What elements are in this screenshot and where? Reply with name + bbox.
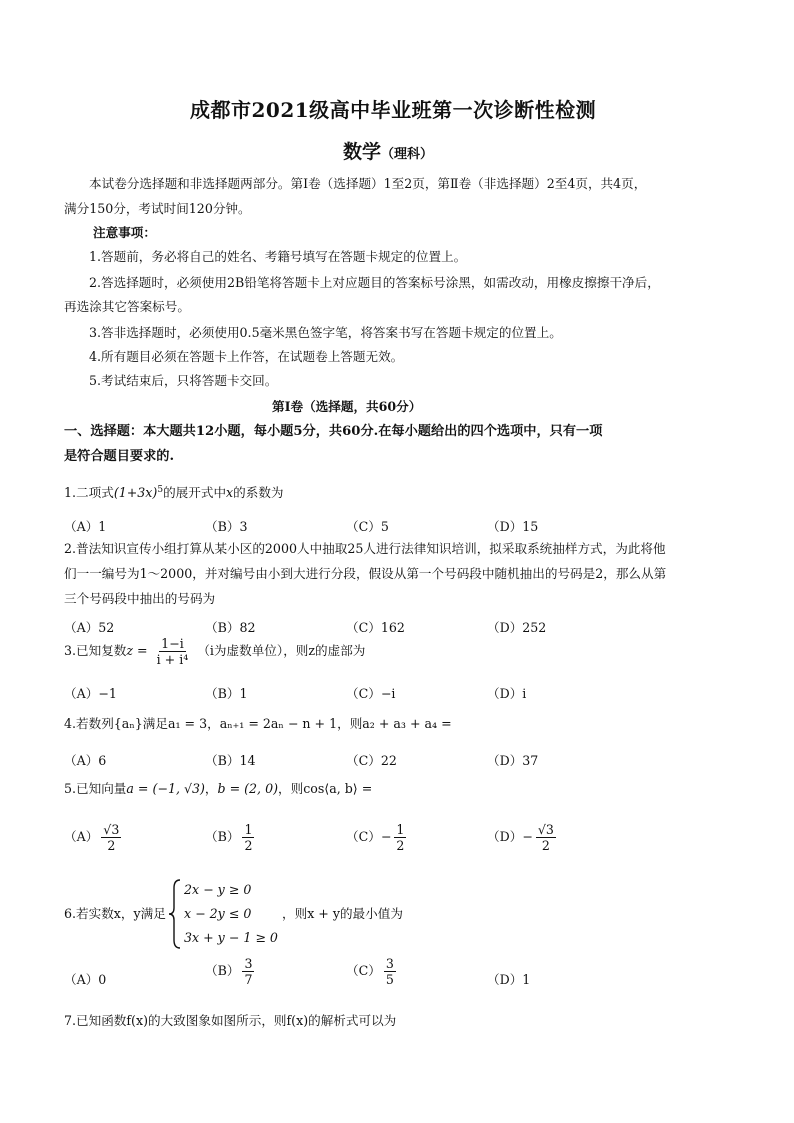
question-1: 1.二项式$(1+3x)^5$的展开式中x的系数为	[64, 485, 284, 501]
question-2-line-3: 三个号码段中抽出的号码为	[64, 591, 216, 606]
notes-heading: 注意事项：	[93, 225, 156, 240]
question-2-line-1: 2.普法知识宣传小组打算从某小区的2000人中抽取25人进行法律知识培训，拟采取系统抽样方式，为此将他	[64, 541, 666, 556]
q4-option-a[interactable]: （A）6	[64, 753, 107, 768]
q1-option-b[interactable]: （B）3	[205, 519, 248, 534]
q5-option-c[interactable]: （C）− $\frac{1}{2}$	[346, 822, 405, 853]
q5-option-b[interactable]: （B） $\frac{1}{2}$	[205, 822, 253, 853]
q6-option-b[interactable]: （B） $\frac{3}{7}$	[205, 956, 253, 987]
q6-option-c[interactable]: （C） $\frac{3}{5}$	[346, 956, 394, 987]
q1-exponent: 5	[157, 485, 164, 495]
note-2-line-1: 2.答选择题时，必须使用2B铅笔将答题卡上对应题目的答案标号涂黑，如需改动，用橡皮擦擦干净后，	[89, 275, 660, 290]
question-3: 3.已知复数z = $\frac{1-i}{\text{i + i⁴}}$ （i为虚数单位），则z的虚部为	[64, 636, 366, 667]
question-6-prefix: 6.若实数x，y满足	[64, 906, 166, 921]
question-2-line-2: 们一一编号为1～2000，并对编号由小到大进行分段，假设从第一个号码段中随机抽出的号码是2，那么从第	[64, 566, 667, 581]
q4-option-d[interactable]: （D）37	[487, 753, 539, 768]
q3-option-c[interactable]: （C）−i	[346, 686, 396, 701]
section-title: 第Ⅰ卷（选择题，共60分）	[272, 399, 422, 414]
left-brace-icon	[168, 878, 182, 950]
intro-line-2: 满分150分，考试时间120分钟。	[64, 201, 251, 216]
q3-option-a[interactable]: （A）−1	[64, 686, 117, 701]
q6-option-d[interactable]: （D）1	[487, 972, 531, 987]
q5-option-a[interactable]: （A） $\frac{√3}{2}$	[64, 822, 120, 853]
q4-option-c[interactable]: （C）22	[346, 753, 397, 768]
q3-fraction: $\frac{1-i}{\text{i + i⁴}}$	[156, 636, 189, 667]
note-2-line-2: 再选涂其它答案标号。	[64, 299, 190, 314]
q6-option-a[interactable]: （A）0	[64, 972, 107, 987]
q6-constraint-1: 2x − y ≥ 0	[184, 882, 252, 897]
q1-option-a[interactable]: （A）1	[64, 519, 107, 534]
q5-vector-b: b = (2, 0)	[217, 781, 278, 796]
q2-option-a[interactable]: （A）52	[64, 620, 115, 635]
q6-brace	[168, 878, 182, 950]
section-instruction-2: 是符合题目要求的.	[64, 449, 175, 464]
q3-option-b[interactable]: （B）1	[205, 686, 248, 701]
q4-option-b[interactable]: （B）14	[205, 753, 256, 768]
q5-option-d[interactable]: （D）− $\frac{√3}{2}$	[487, 822, 554, 853]
note-1: 1.答题前，务必将自己的姓名、考籍号填写在答题卡规定的位置上。	[89, 249, 467, 264]
question-4: 4.若数列{aₙ}满足a₁ = 3，aₙ₊₁ = 2aₙ − n + 1，则a₂ + a₃ + a₄ =	[64, 716, 452, 731]
subject-note: （理科）	[381, 147, 434, 162]
q6-constraint-2: x − 2y ≤ 0	[184, 906, 252, 921]
q1-expression: (1+3x)	[113, 485, 158, 501]
section-instruction-1: 一、选择题：本大题共12小题，每小题5分，共60分.在每小题给出的四个选项中，只有一项	[64, 424, 603, 439]
q3-option-d[interactable]: （D）i	[487, 686, 527, 701]
q2-option-c[interactable]: （C）162	[346, 620, 405, 635]
subject-title	[343, 137, 433, 164]
note-3: 3.答非选择题时，必须使用0.5毫米黑色签字笔，将答案书写在答题卡规定的位置上。	[89, 325, 562, 340]
q5-vector-a: a = (−1, √3)	[126, 781, 205, 796]
q6-constraint-3: 3x + y − 1 ≥ 0	[184, 930, 278, 945]
q2-option-d[interactable]: （D）252	[487, 620, 547, 635]
subject-name: 数学	[343, 141, 382, 163]
q2-option-b[interactable]: （B）82	[205, 620, 256, 635]
page-title: 成都市2021级高中毕业班第一次诊断性检测	[190, 98, 597, 122]
note-4: 4.所有题目必须在答题卡上作答，在试题卷上答题无效。	[89, 349, 404, 364]
question-7: 7.已知函数f(x)的大致图象如图所示，则f(x)的解析式可以为	[64, 1013, 397, 1028]
question-6-suffix: ，则x + y的最小值为	[282, 906, 403, 921]
note-5: 5.考试结束后，只将答题卡交回。	[89, 373, 278, 388]
question-5: 5.已知向量a = (−1, √3)，b = (2, 0)，则cos⟨a, b⟩ =	[64, 781, 373, 796]
q1-option-d[interactable]: （D）15	[487, 519, 539, 534]
q1-option-c[interactable]: （C）5	[346, 519, 389, 534]
intro-line-1: 本试卷分选择题和非选择题两部分。第Ⅰ卷（选择题）1至2页，第Ⅱ卷（非选择题）2至4页，共4页，	[89, 176, 647, 191]
